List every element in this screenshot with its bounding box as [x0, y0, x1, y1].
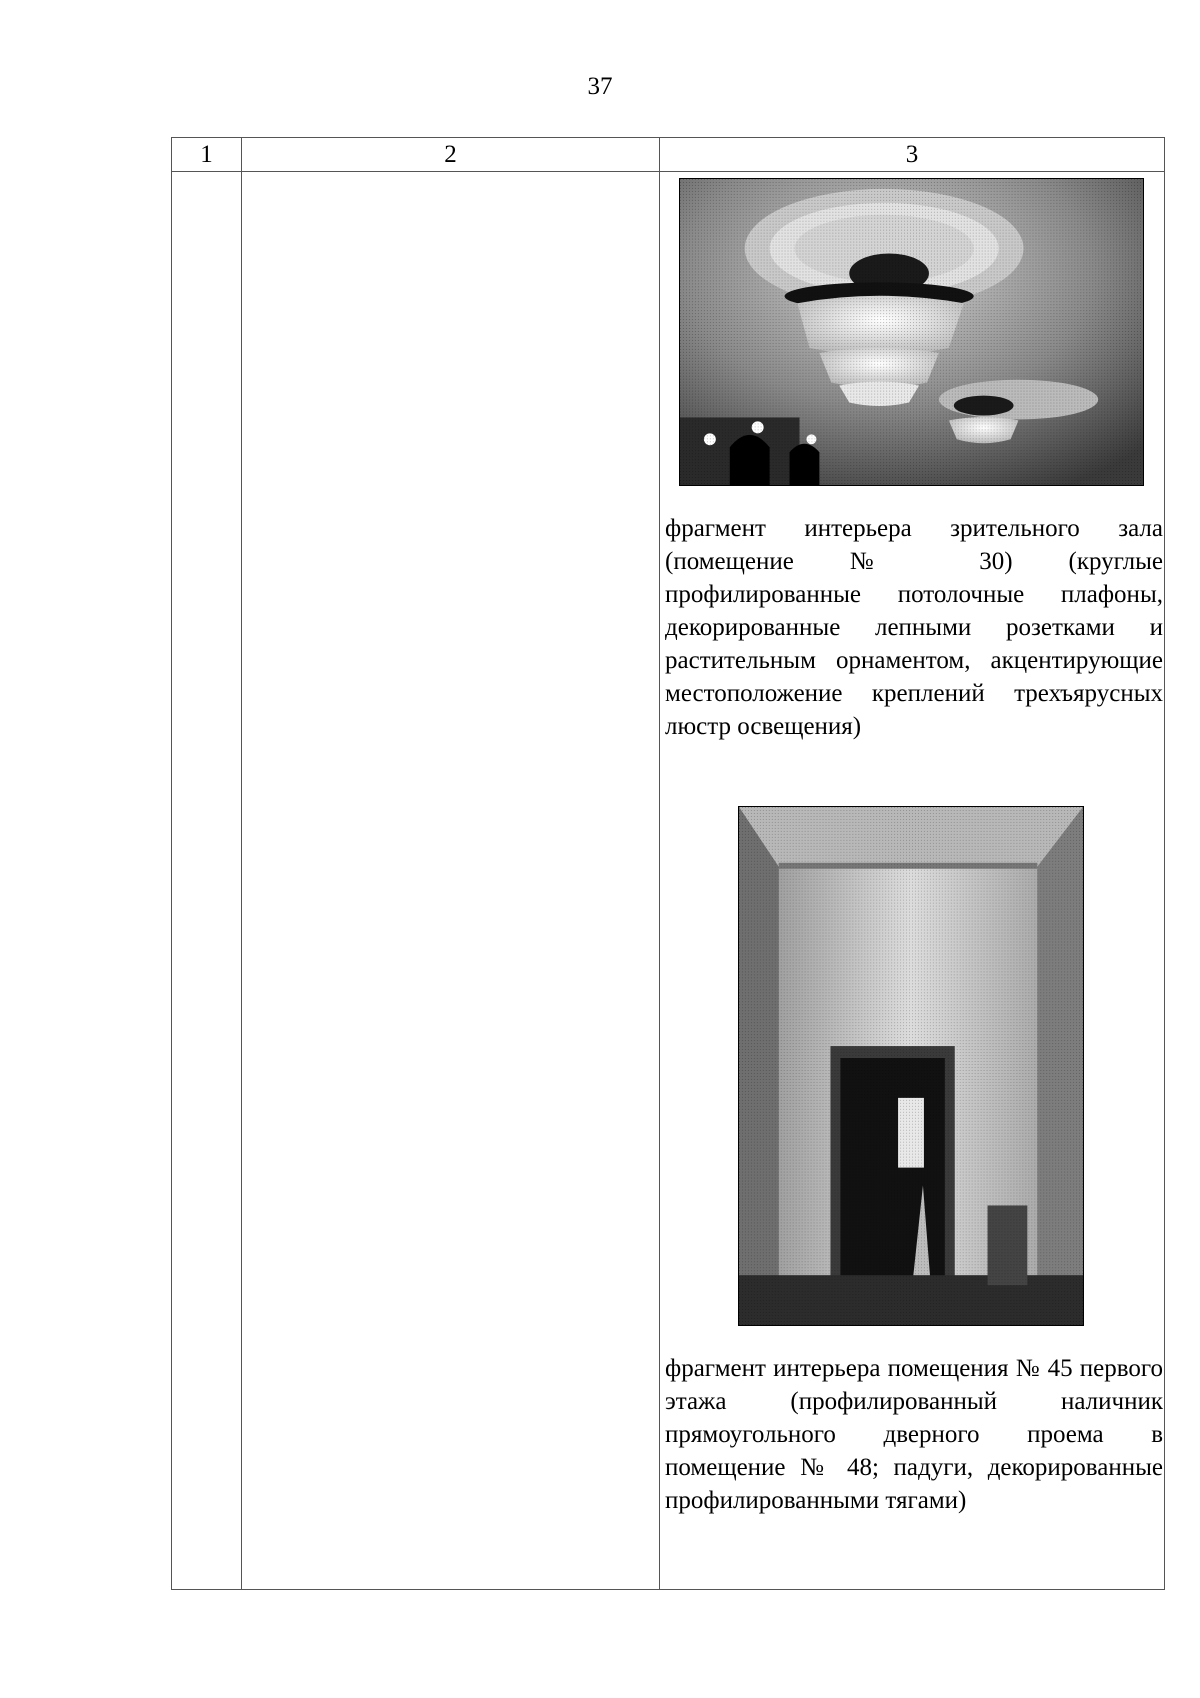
hall-ceiling-photo: [679, 178, 1144, 486]
document-table: [171, 137, 1165, 1590]
chandelier-image: [680, 179, 1143, 485]
table-row: [172, 172, 1165, 1590]
hall-photo-caption: фрагмент интерьера зрительного зала (помещение № 30) (круглые профилированные потолочные плафоны, декорированные лепными розетками и растительным орнаментом, акцентирующие местоположение креплений трехъярусных люстр освещения): [665, 515, 1163, 740]
row-cell-3: [660, 172, 1165, 1590]
header-cell-2: 2: [242, 138, 660, 172]
header-cell-1: 1: [172, 138, 242, 172]
doorway-photo: [738, 806, 1084, 1326]
header-cell-3: 3: [660, 138, 1165, 172]
table-header-row: [172, 138, 1165, 172]
row-cell-1: [172, 172, 242, 1590]
doorway-photo-caption: фрагмент интерьера помещения № 45 первого этажа (профилированный наличник прямоугольного дверного проема в помещение № 48; падуги, декорированные профилированными тягами): [665, 1355, 1163, 1514]
page-number: 37: [587, 73, 613, 100]
row-cell-2: [242, 172, 660, 1590]
doorway-image: [739, 807, 1083, 1325]
